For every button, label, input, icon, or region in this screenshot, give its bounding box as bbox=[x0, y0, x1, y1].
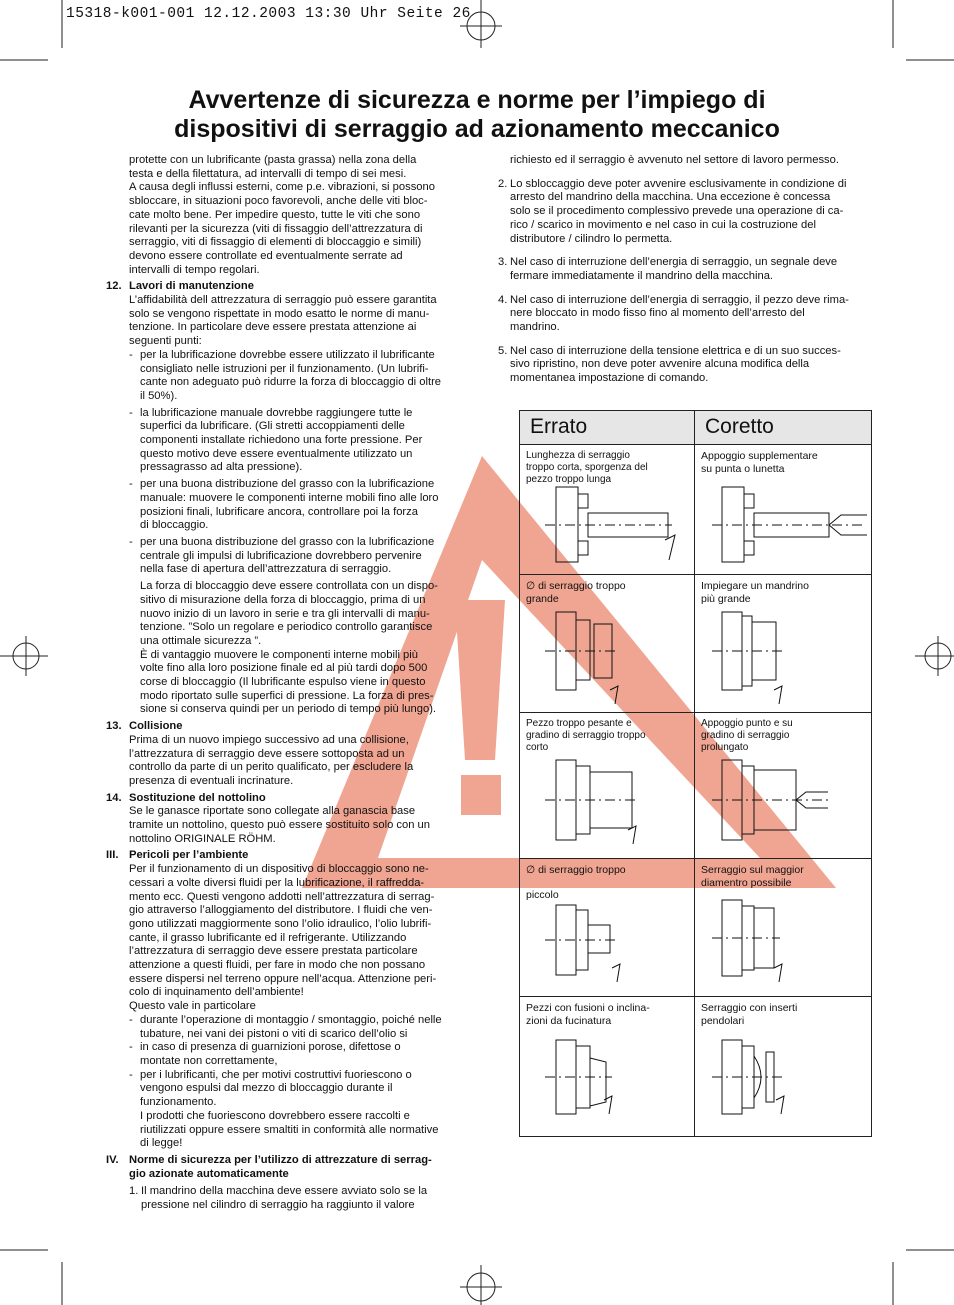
text-line: riutilizzati oppure essere smaltiti in conformità alle normative bbox=[140, 1123, 439, 1136]
text-line: Pezzo troppo pesante e bbox=[526, 718, 632, 729]
text-line: modo riportato sulle superfici di pressione. La forza di pres- bbox=[140, 689, 434, 702]
text-line: Impiegare un mandrino bbox=[701, 580, 809, 592]
text-line: funzionamento. bbox=[140, 1096, 217, 1109]
text-line: controllo da parte di un perito qualificato, per escludere la bbox=[129, 761, 414, 774]
text-line: il 50%). bbox=[140, 389, 178, 402]
list-item: - per i lubrificanti, che per motivi costruttivi fuoriescono o vengono espulsi dal mezzo di bloccaggio durante il funzionamento. bbox=[129, 1068, 412, 1109]
text-line: mento ecc. Questi vengono addotti nell’attrezzatura di serrag- bbox=[129, 890, 435, 903]
text-line: volte fino alla loro posizione finale ed al più tardi dopo 500 bbox=[140, 662, 428, 675]
text-line: tramite un nottolino, questo può essere sostituito solo con un bbox=[129, 819, 431, 832]
list-item: - per la lubrificazione dovrebbe essere utilizzato il lubrificante consigliato nelle istruzioni per il funzionamento. (Un lubrifi- cante non adeguato può ridurre la forza di bloccaggio di oltre il 50%). bbox=[129, 348, 442, 402]
print-slug: 15318-k001-001 12.12.2003 13:30 Uhr Seite 26 bbox=[66, 6, 471, 22]
text-line: vengono espulsi dal mezzo di bloccaggio durante il bbox=[140, 1082, 393, 1095]
text-line: testa e della filettatura, ad intervalli di tempo di sei mesi. bbox=[129, 167, 407, 180]
text-line: distributore / cilindro lo permetta. bbox=[510, 232, 673, 245]
text-line: protette con un lubrificante (pasta grassa) nella zona della bbox=[129, 154, 417, 166]
intro-paragraph bbox=[129, 154, 471, 277]
list-item: 5. Nel caso di interruzione della tensione elettrica e di un suo succes- sivo ripristino, non deve poter avvenire alcuna modifica della momentanea impostazione di comando. bbox=[498, 344, 841, 385]
text-line: pendolari bbox=[701, 1014, 745, 1027]
cell-wrong-4 bbox=[520, 859, 695, 997]
text-line: Lunghezza di serraggio bbox=[526, 450, 630, 461]
section-13-text bbox=[129, 734, 471, 789]
cell-right-3 bbox=[695, 713, 872, 859]
text-line: questo motivo deve essere eventualmente utilizzato un bbox=[140, 447, 413, 460]
text-line: pressagrasso ad alta pressione). bbox=[140, 461, 303, 474]
text-line: colo di inquinamento dell’ambiente! bbox=[129, 986, 304, 999]
text-line: cante non adeguato può ridurre la forza di bloccaggio di oltre bbox=[140, 376, 442, 389]
text-line: tenzione. ”Solo un regolare e periodico controllo garantisce bbox=[140, 621, 433, 634]
text-line: corse di bloccaggio (Il lubrificante espulso viene in questo bbox=[140, 676, 426, 689]
text-line: momentanea impostazione di comando. bbox=[510, 372, 709, 385]
text-line: È di vantaggio muovere le componenti interne mobili più bbox=[140, 648, 418, 661]
header-right: Coretto bbox=[695, 411, 872, 445]
text-line: per una buona distribuzione del grasso con la lubrificazione bbox=[140, 478, 435, 491]
list-item: - per una buona distribuzione del grasso con la lubrificazione manuale: muovere le componenti interne mobili fino alle loro posizioni finali, lubrificare ancora, controllare poi la forza di bloccaggio. bbox=[129, 478, 439, 532]
text-line: diamentro possibile bbox=[701, 876, 792, 889]
text-line: sitivo di misurazione della forza di bloccaggio, prima di un bbox=[140, 593, 426, 606]
text-line: Questo vale in particolare bbox=[129, 1000, 256, 1013]
text-line: Serraggio con inserti bbox=[701, 1002, 798, 1014]
title-line-2: dispositivi di serraggio ad azionamento meccanico bbox=[174, 115, 780, 143]
cell-wrong-1 bbox=[520, 445, 695, 575]
text-line: sbloccare, in situazioni poco favorevoli, anche delle viti bloc- bbox=[129, 195, 428, 208]
text-line: Per il funzionamento di un dispositivo di bloccaggio sono ne- bbox=[129, 863, 429, 876]
text-line: posizioni finali, lubrificare ancora, controllare poi la forza bbox=[140, 505, 418, 518]
section-14-heading: 14. Sostituzione del nottolino bbox=[106, 791, 266, 804]
text-line: ∅ di serraggio troppo bbox=[526, 864, 626, 876]
text-line: mandrino. bbox=[510, 321, 560, 334]
text-line: Appoggio supplementare bbox=[701, 450, 818, 462]
continued-text: richiesto ed il serraggio è avvenuto nel settore di lavoro permesso. bbox=[510, 154, 839, 166]
text-line: Pezzi con fusioni o inclina- bbox=[526, 1002, 650, 1014]
title-line-1: Avvertenze di sicurezza e norme per l’impiego di bbox=[188, 86, 766, 114]
text-line: l’attrezzatura di serraggio deve essere prestata particolare bbox=[129, 945, 418, 958]
text-line: cessari a volte diversi fluidi per la lubrificazione, il raffredda- bbox=[129, 876, 425, 889]
page-title bbox=[0, 86, 954, 144]
text-line: superfici da lubrificare. (Gli stretti accoppiamenti delle bbox=[140, 420, 405, 433]
text-line: arresto del mandrino della macchina. Una eccezione è concessa bbox=[510, 191, 831, 204]
left-column bbox=[106, 154, 471, 1213]
list-item: - durante l’operazione di montaggio / smontaggio, poiché nelle tubature, nei vani dei pistoni o viti di scarico dell’olio si bbox=[129, 1013, 442, 1040]
text-line: più grande bbox=[701, 592, 751, 605]
section-iv-heading: IV. Norme di sicurezza per l’utilizzo di attrezzature di serrag- gio azionate automaticamente bbox=[106, 1153, 432, 1180]
text-line: attenzione a questi fluidi, per fare in modo che non possano bbox=[129, 959, 426, 972]
text-line: solo se vengono rispettate in modo esatto le norme di manu- bbox=[129, 307, 430, 320]
text-line: Prima di un nuovo impiego successivo ad una collisione, bbox=[129, 733, 409, 746]
list-item: 3. Nel caso di interruzione dell’energia di serraggio, un segnale deve fermare immediatamente il mandrino della macchina. bbox=[498, 256, 838, 282]
text-line: di legge! bbox=[140, 1137, 183, 1150]
text-line: piccolo bbox=[526, 889, 559, 901]
section-iii-heading: III. Pericoli per l’ambiente bbox=[106, 849, 249, 862]
comparison-table bbox=[519, 410, 872, 1137]
text-line: seguenti punti: bbox=[129, 335, 202, 348]
text-line: manuale: muovere le componenti interne mobili fino alle loro bbox=[140, 491, 439, 504]
list-item: 4. Nel caso di interruzione dell’energia di serraggio, il pezzo deve rima- nere bloccato in modo fisso fino al momento dell’arresto del mandrino. bbox=[498, 293, 849, 334]
text-line: Nel caso di interruzione dell’energia di serraggio, un segnale deve bbox=[510, 256, 838, 269]
text-line: gio attraverso l’alloggiamento del distributore. I fluidi che ven- bbox=[129, 904, 433, 917]
text-line: intervalli di tempo regolari. bbox=[129, 263, 260, 276]
section-13-heading: 13. Collisione bbox=[106, 720, 183, 733]
text-line: devono essere controllate ed eventualmente serrate ad bbox=[129, 249, 403, 262]
text-line: la lubrificazione manuale dovrebbe raggiungere tutte le bbox=[140, 406, 413, 419]
text-line: per una buona distribuzione del grasso con la lubrificazione bbox=[140, 535, 435, 548]
text-line: nottolino ORIGINALE RÖHM. bbox=[129, 832, 276, 845]
text-line: Appoggio punto e su bbox=[701, 718, 793, 729]
text-line: in caso di presenza di guarnizioni porose, difettose o bbox=[140, 1041, 401, 1054]
text-line: montate non correttamente, bbox=[140, 1055, 278, 1067]
section-12-extra bbox=[140, 580, 471, 717]
text-line: I prodotti che fuoriescono dovrebbero essere raccolti e bbox=[140, 1109, 410, 1122]
text-line: cate molto bene. Per impedire questo, tutte le viti che sono bbox=[129, 208, 421, 221]
text-line: gradino di serraggio troppo bbox=[526, 730, 646, 741]
text-line: ∅ di serraggio troppo bbox=[526, 580, 626, 592]
section-14-text bbox=[129, 805, 471, 846]
text-line: gono utilizzati maggiormente sono l’olio idraulico, l’olio lubrifi- bbox=[129, 917, 432, 930]
text-line: serraggio, viti di fissaggio di elementi di bloccaggio e simili) bbox=[129, 236, 422, 249]
section-iii-extra bbox=[140, 1110, 471, 1151]
text-line: sione si conserva quindi per un periodo di tempo più lungo). bbox=[140, 703, 437, 716]
text-line: di bloccaggio. bbox=[140, 519, 209, 532]
text-line: tenzione. In particolare deve essere prestata attenzione ai bbox=[129, 321, 417, 334]
list-item: - per una buona distribuzione del grasso con la lubrificazione centrale gli impulsi di lubrificazione dovrebbero pervenire nella fase di apertura dell’attrezzatura di serraggio. bbox=[129, 535, 435, 576]
text-line: una ottimale sicurezza ”. bbox=[140, 634, 262, 647]
text-line: zioni da fucinatura bbox=[526, 1014, 612, 1027]
cell-right-1 bbox=[695, 445, 872, 575]
cell-right-5 bbox=[695, 997, 872, 1137]
text-line: presenza di eventuali incrinature. bbox=[129, 774, 294, 787]
text-line: centrale gli impulsi di lubrificazione dovrebbero pervenire bbox=[140, 549, 422, 562]
list-item: - in caso di presenza di guarnizioni porose, difettose o montate non correttamente, bbox=[129, 1041, 401, 1067]
section-12-text bbox=[129, 294, 471, 349]
text-line: gradino di serraggio bbox=[701, 730, 790, 741]
text-line: consigliato nelle istruzioni per il funzionamento. (Un lubrifi- bbox=[140, 362, 429, 375]
text-line: l’attrezzatura di serraggio deve essere sottoposta ad un bbox=[129, 747, 405, 760]
list-item: 1. Il mandrino della macchina deve essere avviato solo se la pressione nel cilindro di serraggio ha raggiunto il valore bbox=[129, 1185, 428, 1212]
text-line: per la lubrificazione dovrebbe essere utilizzato il lubrificante bbox=[140, 348, 435, 361]
text-line: tubature, nei vani dei pistoni o viti di scarico dell’olio si bbox=[140, 1027, 408, 1040]
text-line: rilevanti per la sicurezza (viti di fissaggio dell’attrezzatura di bbox=[129, 222, 423, 235]
text-line: pezzo troppo lunga bbox=[526, 474, 612, 485]
cell-right-2 bbox=[695, 575, 872, 713]
text-line: Se le ganasce riportate sono collegate alla ganascia base bbox=[129, 805, 416, 818]
text-line: Nel caso di interruzione della tensione elettrica e di un suo succes- bbox=[510, 344, 841, 357]
text-line: sivo ripristino, non deve poter avvenire alcuna modifica della bbox=[510, 358, 810, 371]
text-line: Lo sbloccaggio deve poter avvenire esclusivamente in condizione di bbox=[510, 177, 847, 190]
text-line: gio azionate automaticamente bbox=[129, 1167, 289, 1180]
section-12-heading: 12. Lavori di manutenzione bbox=[106, 280, 254, 293]
text-line: cante, il grasso lubrificante ed il refrigerante. Utilizzando bbox=[129, 931, 407, 944]
list-item: - la lubrificazione manuale dovrebbe raggiungere tutte le superfici da lubrificare. (Gli stretti accoppiamenti delle componenti installate richiedono una forte pressione. Per questo motivo deve essere eventualmente utilizzato un pressagrasso ad alta pressione). bbox=[129, 406, 423, 474]
header-wrong: Errato bbox=[520, 411, 695, 445]
text-line: su punta o lunetta bbox=[701, 462, 785, 475]
section-iii-text bbox=[129, 863, 471, 1014]
text-line: durante l’operazione di montaggio / smontaggio, poiché nelle bbox=[140, 1013, 442, 1026]
text-line: grande bbox=[526, 592, 559, 605]
text-line: componenti installate richiedono una forte pressione. Per bbox=[140, 434, 423, 447]
text-line: fermare immediatamente il mandrino della macchina. bbox=[510, 269, 774, 282]
cell-right-4 bbox=[695, 859, 872, 997]
text-line: per i lubrificanti, che per motivi costruttivi fuoriescono o bbox=[140, 1068, 412, 1081]
text-line: pressione nel cilindro di serraggio ha raggiunto il valore bbox=[141, 1199, 415, 1212]
cell-wrong-2 bbox=[520, 575, 695, 713]
list-item: 2. Lo sbloccaggio deve poter avvenire esclusivamente in condizione di arresto del mandrino della macchina. Una eccezione è concessa solo se il procedimento complessivo prevede una operazione di ca- rico / scarico in movimento e nel caso in cui la costruzione del distributore / cilindro lo permetta. bbox=[498, 177, 847, 245]
text-line: L’affidabilità dell attrezzatura di serraggio può essere garantita bbox=[129, 294, 437, 307]
text-line: nella fase di apertura dell’attrezzatura di serraggio. bbox=[140, 563, 392, 576]
text-line: essere dispersi nel terreno oppure nell’acqua. Attenzione peri- bbox=[129, 972, 437, 985]
text-line: troppo corta, sporgenza del bbox=[526, 462, 648, 473]
text-line: Nel caso di interruzione dell’energia di serraggio, il pezzo deve rima- bbox=[510, 293, 849, 306]
text-line: A causa degli influssi esterni, come p.e. vibrazioni, si possono bbox=[129, 181, 435, 194]
cell-wrong-5 bbox=[520, 997, 695, 1137]
text-line bbox=[526, 877, 688, 890]
right-column bbox=[498, 154, 870, 386]
text-line: Norme di sicurezza per l’utilizzo di attrezzature di serrag- bbox=[129, 1153, 432, 1166]
text-line: solo se il procedimento complessivo prevede una operazione di ca- bbox=[510, 205, 844, 218]
text-line: Serraggio sul maggior bbox=[701, 864, 804, 876]
text-line: La forza di bloccaggio deve essere controllata con un dispo- bbox=[140, 580, 438, 593]
text-line: nere bloccato in modo fisso fino al momento dell’arresto del bbox=[510, 307, 805, 320]
cell-wrong-3 bbox=[520, 713, 695, 859]
text-line: prolungato bbox=[701, 742, 749, 753]
text-line: Il mandrino della macchina deve essere avviato solo se la bbox=[141, 1185, 428, 1198]
text-line: rico / scarico in movimento e nel caso in cui la costruzione del bbox=[510, 218, 816, 231]
text-line: nuovo inizio di un lavoro in serie e tra gli intervalli di manu- bbox=[140, 607, 430, 620]
text-line: corto bbox=[526, 742, 549, 753]
